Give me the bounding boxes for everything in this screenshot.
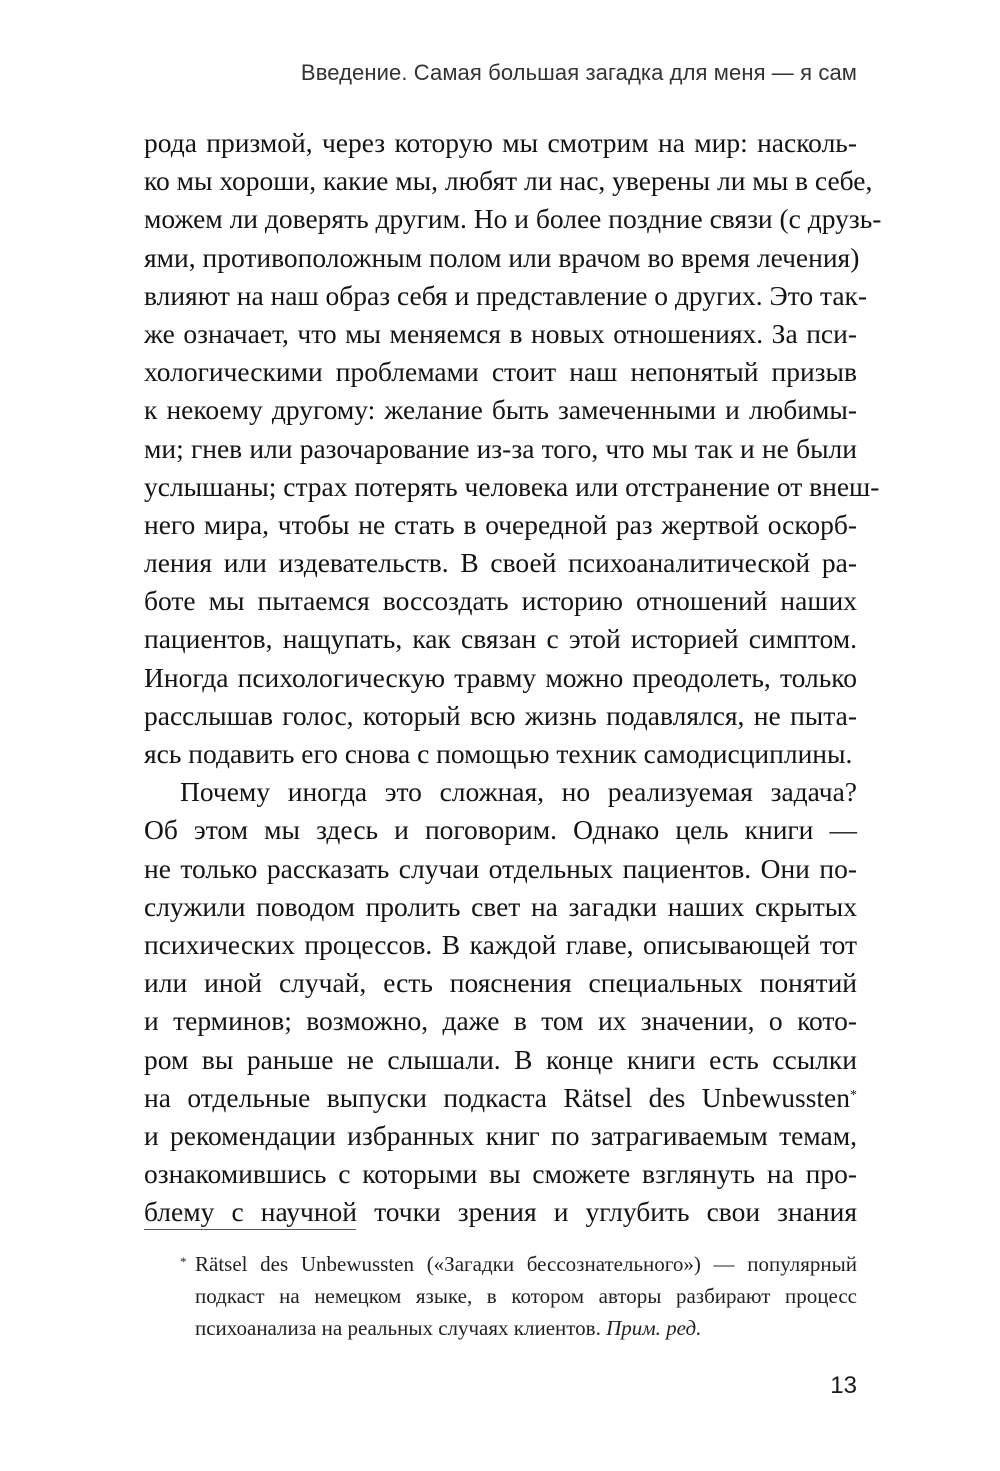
text-line: служили поводом пролить свет на загадки наших скрытых — [144, 890, 857, 922]
text-line: можем ли доверять другим. Но и более поздние связи (с друзь- — [144, 203, 882, 235]
text-line: психических процессов. В каждой главе, описывающей тот — [144, 928, 857, 960]
text-line: услышаны; страх потерять человека или отстранение от внеш- — [144, 470, 880, 502]
text-line-with-footnote-ref — [144, 1079, 857, 1117]
text-line: и рекомендации избранных книг по затрагиваемым темам, — [144, 1119, 857, 1151]
text-line: Иногда психологическую травму можно преодолеть, только — [144, 661, 857, 693]
main-text — [144, 124, 882, 1231]
text-line: боте мы пытаемся воссоздать историю отношений наших — [144, 585, 857, 617]
text-line: на отдельные выпуски подкаста Rätsel des Unbewussten — [144, 1081, 850, 1113]
text-line: него мира, чтобы не стать в очередной раз жертвой оскорб- — [144, 508, 857, 540]
text-line: пациентов, нащупать, как связан с этой историей симптом. — [144, 623, 857, 655]
text-line: ями, противоположным полом или врачом во время лечения) — [144, 241, 860, 273]
text-line: ясь подавить его снова с помощью техник самодисциплины. — [144, 738, 853, 769]
text-line: расслышав голос, который всю жизнь подавлялся, не пыта- — [144, 699, 857, 731]
text-line: ления или издевательств. В своей психоаналитической ра- — [144, 547, 857, 579]
running-head: Введение. Самая большая загадка для меня — я сам — [300, 60, 857, 85]
text-line: ми; гнев или разочарование из-за того, что мы так и не были — [144, 432, 857, 464]
footnote-divider — [144, 1229, 356, 1230]
text-line: или иной случай, есть пояснения специальных понятий — [144, 967, 857, 999]
page-number: 13 — [830, 1372, 857, 1399]
footnote-marker: * — [180, 1254, 187, 1269]
text-line: влияют на наш образ себя и представление о других. Это так- — [144, 279, 868, 311]
editor-note-label: Прим. ред. — [606, 1316, 702, 1340]
text-line: блему с научной точки зрения и углубить свои знания — [144, 1196, 857, 1228]
text-line: к некоему другому: желание быть замеченными и любимы- — [144, 394, 857, 426]
footnote-line: подкаст на немецком языке, в котором авторы разбирают процесс — [195, 1284, 857, 1308]
footnote-line-last — [180, 1312, 857, 1344]
text-line: Почему иногда это сложная, но реализуемая задача? — [180, 776, 857, 808]
text-line: и терминов; возможно, даже в том их значении, о кото- — [144, 1005, 857, 1037]
text-line: же означает, что мы меняемся в новых отношениях. За пси- — [144, 317, 857, 349]
footnote — [180, 1248, 857, 1344]
text-line: хологическими проблемами стоит наш непонятый призыв — [144, 356, 857, 388]
text-line: Об этом мы здесь и поговорим. Однако цель книги — — [144, 814, 857, 846]
text-line: ром вы раньше не слышали. В конце книги есть ссылки — [144, 1043, 857, 1075]
footnote-reference: * — [850, 1087, 857, 1103]
text-line: не только рассказать случаи отдельных пациентов. Они по- — [144, 852, 857, 884]
text-line: ко мы хороши, какие мы, любят ли нас, уверены ли мы в себе, — [144, 165, 873, 197]
footnote-line: Rätsel des Unbewussten («Загадки бессознательного») — популярный — [195, 1252, 857, 1276]
footnote-line: психоанализа на реальных случаях клиентов. — [195, 1316, 601, 1340]
text-line: ознакомившись с которыми вы сможете взглянуть на про- — [144, 1158, 857, 1190]
text-line: рода призмой, через которую мы смотрим на мир: насколь- — [144, 127, 857, 158]
